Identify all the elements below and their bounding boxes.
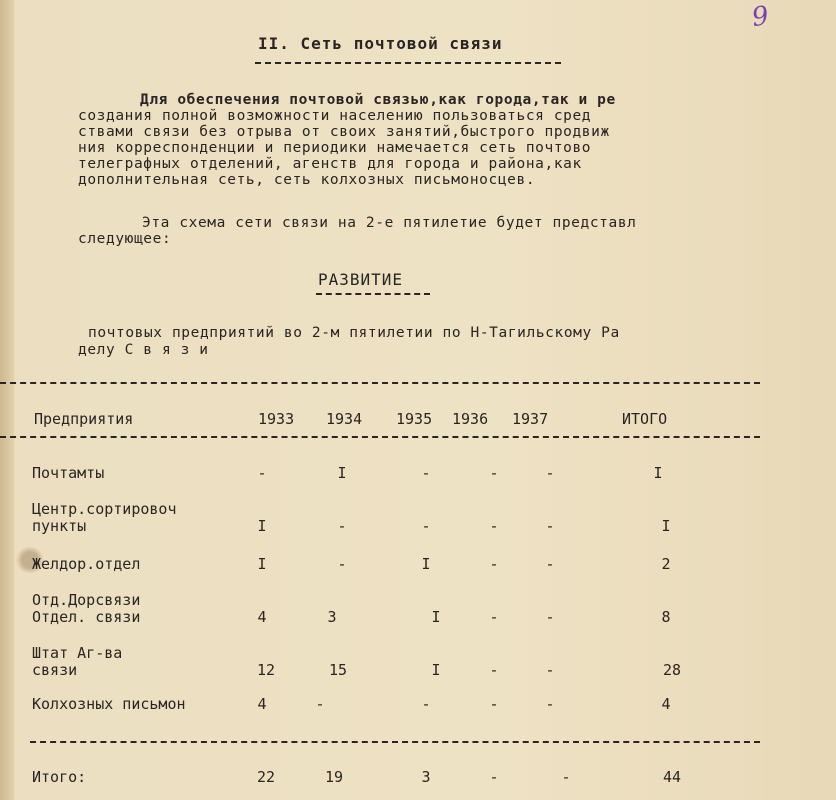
column-header: 1937 (512, 410, 549, 428)
total-cell: - (561, 768, 571, 786)
table-cell: 12 (256, 661, 276, 679)
table-cell: 2 (661, 555, 671, 573)
column-header: 1933 (258, 410, 295, 428)
paragraph-line: Эта схема сети связи на 2-е пятилетие будет представл (142, 215, 637, 231)
column-header: 1935 (396, 410, 433, 428)
total-label: Итого: (32, 768, 87, 786)
table-cell: - (421, 464, 431, 482)
table-cell: - (489, 695, 499, 713)
table-cell: I (431, 661, 441, 679)
row-label: Колхозных письмон (32, 695, 186, 713)
table-cell: - (489, 661, 499, 679)
row-label: связи (32, 661, 78, 679)
table-cell: 28 (662, 661, 682, 679)
title-underline (255, 62, 561, 64)
paragraph-line: телеграфных отделений, агенств для города и района,как (78, 156, 582, 172)
table-cell: I (421, 555, 431, 573)
column-header: 1934 (326, 410, 363, 428)
table-cell: - (421, 695, 431, 713)
row-label: пункты (32, 517, 87, 535)
paragraph-line: ствами связи без отрыва от своих занятий,быстрого продвиж (78, 124, 610, 140)
row-label: Почтамты (32, 464, 105, 482)
table-cell: 15 (328, 661, 348, 679)
table-cell: - (545, 555, 555, 573)
table-cell: 8 (661, 608, 671, 626)
page-edge (0, 0, 14, 800)
table-cell: - (421, 517, 431, 535)
table-cell: - (489, 555, 499, 573)
row-label: Отд.Дорсвязи (32, 591, 141, 609)
column-header: 1936 (452, 410, 489, 428)
section-title: II. Сеть почтовой связи (258, 34, 503, 53)
table-top-rule (0, 382, 760, 384)
row-label: Штат Аг-ва (32, 644, 123, 662)
page-number: 9 (749, 0, 771, 34)
table-cell: I (257, 555, 267, 573)
table-cell: I (257, 517, 267, 535)
table-cell: - (545, 517, 555, 535)
table-cell: 4 (257, 608, 267, 626)
paragraph-line: следующее: (78, 231, 172, 247)
paragraph-line: создания полной возможности населению пользоваться сред (78, 108, 592, 124)
table-cell: - (257, 464, 267, 482)
row-label: Центр.сортировоч (32, 500, 177, 518)
total-cell: 44 (662, 768, 682, 786)
total-cell: 3 (421, 768, 431, 786)
table-cell: 4 (661, 695, 671, 713)
table-cell: I (661, 517, 671, 535)
column-header: Предприятия (34, 410, 134, 428)
table-cell: - (545, 661, 555, 679)
paragraph-line: Для обеспечения почтовой связью,как города,так и ре (140, 92, 616, 108)
table-cell: - (489, 608, 499, 626)
table-cell: - (337, 517, 347, 535)
table-cell: - (489, 464, 499, 482)
table-cell: 3 (327, 608, 337, 626)
total-cell: 19 (324, 768, 344, 786)
table-cell: 4 (257, 695, 267, 713)
table-cell: - (545, 608, 555, 626)
table-cell: - (545, 464, 555, 482)
total-cell: - (489, 768, 499, 786)
paragraph-line: ния корреспонденции и периодики намечается сеть почтово (78, 140, 592, 156)
heading-title: РАЗВИТИЕ (318, 270, 404, 289)
table-cell: - (545, 695, 555, 713)
table-cell: I (653, 464, 663, 482)
heading-underline (316, 293, 430, 295)
header-rule (0, 436, 760, 438)
total-cell: 22 (256, 768, 276, 786)
table-cell: - (489, 517, 499, 535)
table-cell: - (315, 695, 325, 713)
subtitle-line: почтовых предприятий во 2-м пятилетии по Н-Тагильскому Ра (88, 325, 620, 341)
total-rule (30, 741, 760, 743)
table-cell: I (337, 464, 347, 482)
column-header: ИТОГО (622, 410, 668, 428)
row-label: Отдел. связи (32, 608, 141, 626)
paragraph-line: дополнительная сеть, сеть колхозных письмоносцев. (78, 172, 536, 188)
subtitle-line: делу С в я з и (78, 342, 209, 358)
table-cell: - (337, 555, 347, 573)
row-label: Желдор.отдел (32, 555, 141, 573)
table-cell: I (431, 608, 441, 626)
